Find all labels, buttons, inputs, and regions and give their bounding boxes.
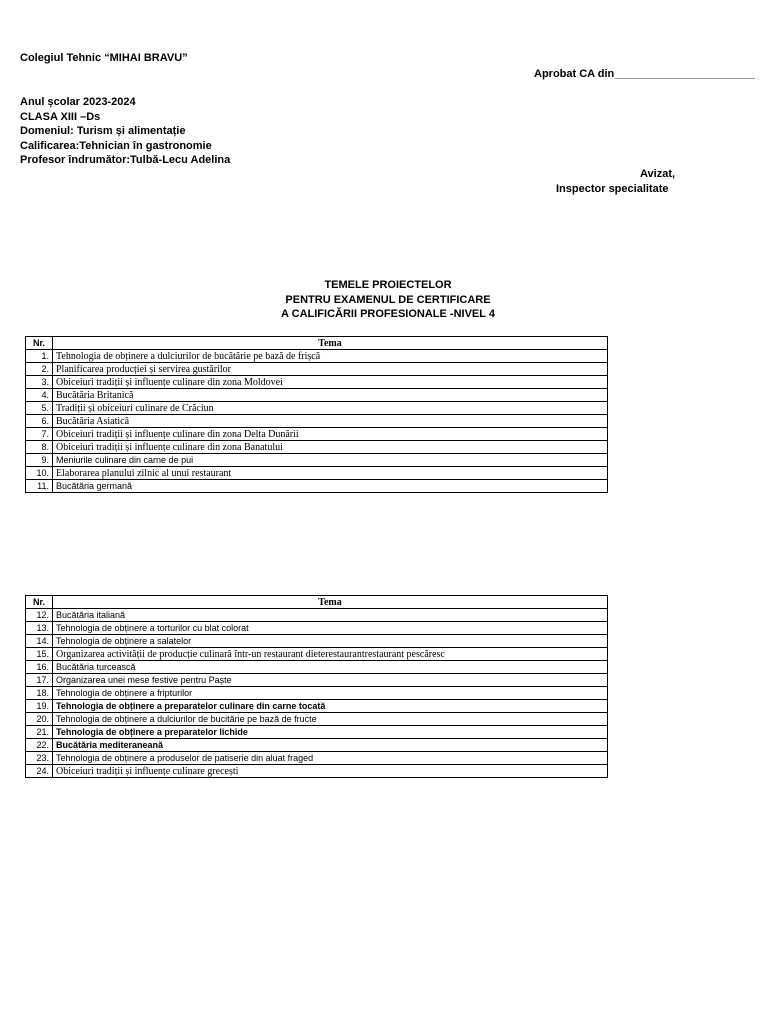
approval-line: Aprobat CA din_______________________ [534, 68, 755, 80]
table-row [26, 700, 608, 713]
row-number: 17. [26, 674, 53, 687]
table-row [26, 752, 608, 765]
row-number: 18. [26, 687, 53, 700]
table-row [26, 363, 608, 376]
row-number: 8. [26, 441, 53, 454]
header-nr: Nr. [26, 596, 53, 609]
row-number: 15. [26, 648, 53, 661]
row-topic: Bucătăria germană [53, 480, 608, 493]
table-row [26, 622, 608, 635]
row-topic: Bucătăria mediteraneană [53, 739, 608, 752]
qualification-line: Calificarea:Tehnician în gastronomie [20, 139, 212, 152]
school-year: Anul școlar 2023-2024 [20, 96, 136, 108]
row-number: 6. [26, 415, 53, 428]
table-row [26, 687, 608, 700]
row-topic: Meniurile culinare din carne de pui [53, 454, 608, 467]
row-topic: Tehnologia de obținere a preparatelor lichide [53, 726, 608, 739]
row-number: 11. [26, 480, 53, 493]
table-row [26, 661, 608, 674]
row-topic: Elaborarea planului zilnic al unui restaurant [53, 467, 608, 480]
table-row [26, 389, 608, 402]
row-number: 9. [26, 454, 53, 467]
title-line-2: PENTRU EXAMENUL DE CERTIFICARE [285, 293, 491, 306]
header-tema: Tema [53, 337, 608, 350]
row-topic: Obiceiuri tradiții și influențe culinare din zona Banatului [53, 441, 608, 454]
row-number: 1. [26, 350, 53, 363]
table-row [26, 428, 608, 441]
table-row [26, 713, 608, 726]
table-row [26, 726, 608, 739]
row-topic: Tehnologia de obținere a dulciurilor de bucitărie pe bază de fructe [53, 713, 608, 726]
row-number: 12. [26, 609, 53, 622]
row-number: 19. [26, 700, 53, 713]
header-nr: Nr. [26, 337, 53, 350]
school-name: Colegiul Tehnic “MIHAI BRAVU” [20, 52, 188, 64]
table-row [26, 402, 608, 415]
inspector-label: Inspector specialitate [556, 183, 669, 195]
row-number: 4. [26, 389, 53, 402]
topics-table-2 [25, 595, 608, 778]
row-number: 3. [26, 376, 53, 389]
table-header-row [26, 337, 608, 350]
row-topic: Tehnologia de obținere a dulciurilor de bucătărie pe bază de frișcă [53, 350, 608, 363]
teacher-line: Profesor îndrumător:Tulbă-Lecu Adelina [20, 154, 231, 166]
row-topic: Tehnologia de obținere a salatelor [53, 635, 608, 648]
row-topic: Obiceiuri tradiții și influențe culinare din zona Moldovei [53, 376, 608, 389]
table-row [26, 739, 608, 752]
domain-line: Domeniul: Turism și alimentație [20, 125, 186, 137]
row-number: 21. [26, 726, 53, 739]
row-number: 10. [26, 467, 53, 480]
row-topic: Bucătăria italiană [53, 609, 608, 622]
row-number: 16. [26, 661, 53, 674]
table-row [26, 635, 608, 648]
table-row [26, 467, 608, 480]
table-row [26, 350, 608, 363]
row-topic: Tehnologia de obținere a torturilor cu blat colorat [53, 622, 608, 635]
table-row [26, 454, 608, 467]
row-topic: Organizarea unei mese festive pentru Paște [53, 674, 608, 687]
row-topic: Obiceiuri tradiții și influențe culinare grecești [53, 765, 608, 778]
row-topic: Organizarea activității de producție culinară într-un restaurant dieterestaurantrestaurant pescăresc [53, 648, 608, 661]
table-row [26, 480, 608, 493]
table-row [26, 415, 608, 428]
row-number: 13. [26, 622, 53, 635]
row-topic: Planificarea producției și servirea gustărilor [53, 363, 608, 376]
row-topic: Bucătăria Asiatică [53, 415, 608, 428]
table-row [26, 674, 608, 687]
row-topic: Obiceiuri tradiții și influențe culinare din zona Delta Dunării [53, 428, 608, 441]
row-number: 23. [26, 752, 53, 765]
row-number: 22. [26, 739, 53, 752]
title-line-1: TEMELE PROIECTELOR [324, 279, 452, 291]
table-row [26, 609, 608, 622]
row-topic: Bucătăria turcească [53, 661, 608, 674]
table-header-row [26, 596, 608, 609]
row-topic: Tehnologia de obținere a produselor de patiserie din aluat fraged [53, 752, 608, 765]
table-row [26, 376, 608, 389]
topics-table-1 [25, 336, 608, 493]
row-number: 7. [26, 428, 53, 441]
row-topic: Tradiții și obiceiuri culinare de Crăciun [53, 402, 608, 415]
row-number: 2. [26, 363, 53, 376]
row-topic: Bucătăria Britanică [53, 389, 608, 402]
table-row [26, 765, 608, 778]
table-row [26, 648, 608, 661]
row-number: 5. [26, 402, 53, 415]
row-topic: Tehnologia de obținere a fripturilor [53, 687, 608, 700]
row-topic: Tehnologia de obținere a preparatelor culinare din carne tocată [53, 700, 608, 713]
row-number: 14. [26, 635, 53, 648]
class-name: CLASA XIII –Ds [20, 110, 101, 123]
header-tema: Tema [53, 596, 608, 609]
row-number: 20. [26, 713, 53, 726]
title-line-3: A CALIFICĂRII PROFESIONALE -NIVEL 4 [281, 308, 495, 320]
table-row [26, 441, 608, 454]
avizat-label: Avizat, [640, 168, 676, 180]
row-number: 24. [26, 765, 53, 778]
